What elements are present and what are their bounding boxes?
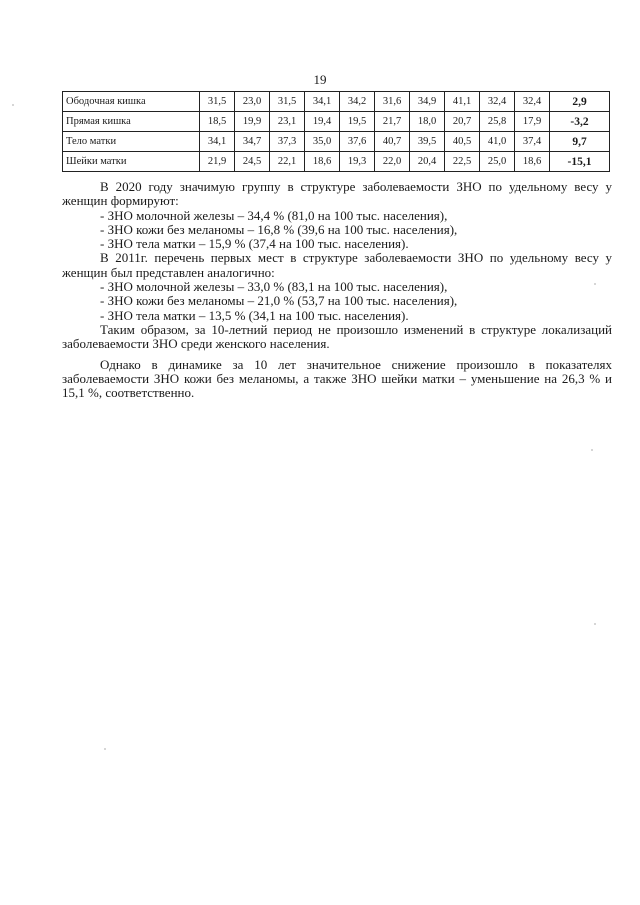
row-label: Прямая кишка [63, 112, 200, 132]
table-cell: 21,9 [200, 152, 235, 172]
table-cell: 37,4 [515, 132, 550, 152]
table-cell: 18,5 [200, 112, 235, 132]
table-cell: 40,5 [445, 132, 480, 152]
change-cell: 9,7 [550, 132, 610, 152]
table-cell: 34,2 [340, 92, 375, 112]
incidence-table [62, 91, 610, 172]
table-cell: 18,6 [515, 152, 550, 172]
list-item: - ЗНО кожи без меланомы – 21,0 % (53,7 на 100 тыс. населения), [100, 293, 458, 309]
list-item: - ЗНО тела матки – 13,5 % (34,1 на 100 тыс. населения). [100, 307, 409, 323]
table-cell: 22,1 [270, 152, 305, 172]
body-text [62, 180, 612, 400]
table-cell: 18,6 [305, 152, 340, 172]
change-cell: 2,9 [550, 92, 610, 112]
table-cell: 20,7 [445, 112, 480, 132]
table-cell: 32,4 [515, 92, 550, 112]
table-cell: 34,1 [305, 92, 340, 112]
table-cell: 19,3 [340, 152, 375, 172]
table-cell: 31,6 [375, 92, 410, 112]
table-cell: 34,7 [235, 132, 270, 152]
row-label: Ободочная кишка [63, 92, 200, 112]
list-item: - ЗНО молочной железы – 34,4 % (81,0 на 100 тыс. населения), [100, 207, 448, 223]
table-cell: 23,0 [235, 92, 270, 112]
paragraph: Таким образом, за 10-летний период не произошло изменений в структуре локализаций заболеваемости ЗНО среди женского населения. [62, 321, 612, 352]
table-cell: 34,1 [200, 132, 235, 152]
table-cell: 21,7 [375, 112, 410, 132]
table-cell: 19,4 [305, 112, 340, 132]
page-number: 19 [313, 72, 327, 87]
table-cell: 34,9 [410, 92, 445, 112]
table-cell: 31,5 [200, 92, 235, 112]
table-cell: 41,0 [480, 132, 515, 152]
table-cell: 40,7 [375, 132, 410, 152]
scan-speck [594, 623, 596, 625]
table-cell: 25,0 [480, 152, 515, 172]
list-item: - ЗНО кожи без меланомы – 16,8 % (39,6 на 100 тыс. населения), [100, 221, 458, 237]
table-cell: 39,5 [410, 132, 445, 152]
table-cell: 41,1 [445, 92, 480, 112]
table-row [63, 132, 610, 152]
table-cell: 35,0 [305, 132, 340, 152]
table-cell: 25,8 [480, 112, 515, 132]
table-cell: 18,0 [410, 112, 445, 132]
table-cell: 20,4 [410, 152, 445, 172]
table-cell: 32,4 [480, 92, 515, 112]
row-label: Шейки матки [63, 152, 200, 172]
table-body [63, 92, 610, 172]
paragraph: В 2020 году значимую группу в структуре заболеваемости ЗНО по удельному весу у женщин формируют: [62, 179, 612, 209]
list-item: - ЗНО тела матки – 15,9 % (37,4 на 100 тыс. населения). [100, 236, 409, 252]
table-cell: 24,5 [235, 152, 270, 172]
change-cell: -3,2 [550, 112, 610, 132]
table-cell: 31,5 [270, 92, 305, 112]
paragraph: В 2011г. перечень первых мест в структуре заболеваемости ЗНО по удельному весу у женщин был представлен аналогично: [62, 250, 612, 280]
list-item: - ЗНО молочной железы – 33,0 % (83,1 на 100 тыс. населения), [100, 279, 448, 295]
scan-speck [12, 104, 14, 106]
row-label: Тело матки [63, 132, 200, 152]
table-cell: 19,5 [340, 112, 375, 132]
table-cell: 22,5 [445, 152, 480, 172]
table-cell: 19,9 [235, 112, 270, 132]
table-row [63, 92, 610, 112]
scan-speck [591, 449, 593, 451]
table-cell: 37,3 [270, 132, 305, 152]
table-row [63, 152, 610, 172]
table-cell: 23,1 [270, 112, 305, 132]
scan-speck [104, 748, 106, 750]
paragraph: Однако в динамике за 10 лет значительное снижение произошло в показателях заболеваемости ЗНО кожи без меланомы, а также ЗНО шейки матки – уменьшение на 26,3 % и 15,1 %, соответственно. [62, 356, 612, 401]
table-cell: 22,0 [375, 152, 410, 172]
table-cell: 17,9 [515, 112, 550, 132]
scan-speck [594, 283, 596, 285]
table-row [63, 112, 610, 132]
change-cell: -15,1 [550, 152, 610, 172]
table-cell: 37,6 [340, 132, 375, 152]
